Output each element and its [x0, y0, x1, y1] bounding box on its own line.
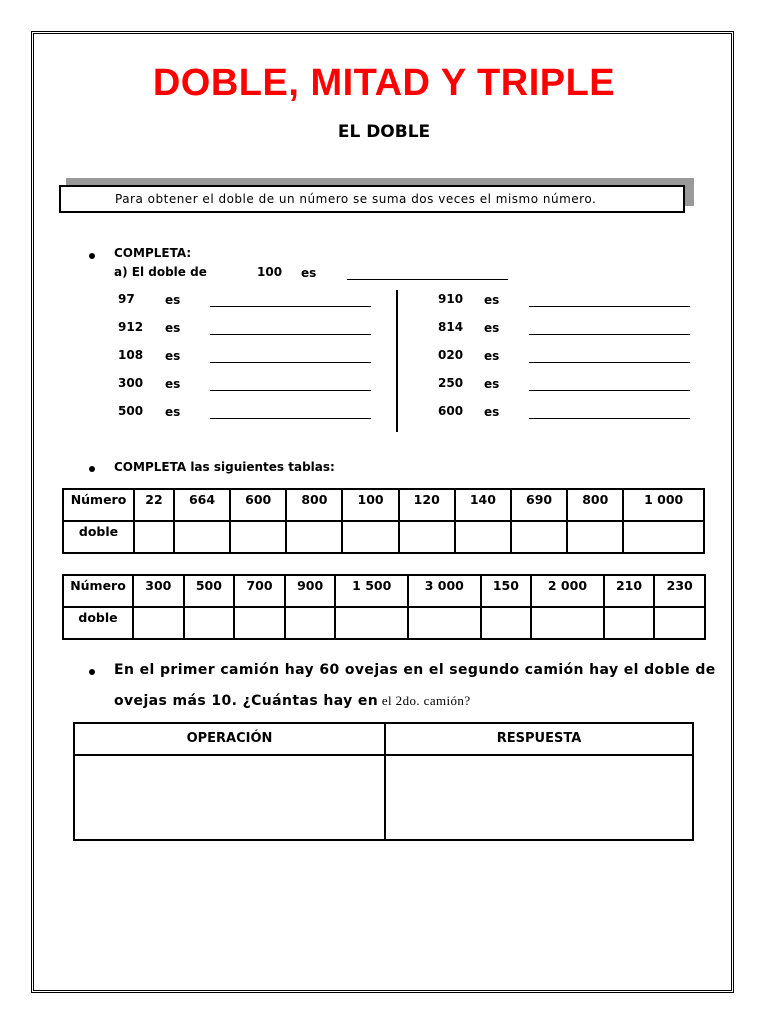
number-cell: 100: [342, 489, 398, 521]
number-cell: 2 000: [531, 575, 604, 607]
answer-cell[interactable]: [604, 607, 655, 639]
number-cell: 900: [285, 575, 336, 607]
exercise-number: 108: [118, 348, 144, 362]
exercise-number: 910: [438, 292, 464, 306]
page-title: DOBLE, MITAD Y TRIPLE: [152, 62, 616, 104]
answer-cell[interactable]: [623, 521, 704, 553]
example-number: 100: [257, 265, 283, 279]
section-subtitle: EL DOBLE: [337, 122, 431, 142]
example-answer-line[interactable]: [347, 279, 508, 280]
exercise-number: 300: [118, 376, 144, 390]
section2-heading: COMPLETA las siguientes tablas:: [114, 460, 335, 474]
exercise-number: 250: [438, 376, 464, 390]
number-cell: 600: [230, 489, 286, 521]
number-cell: 690: [511, 489, 567, 521]
bullet-icon: [89, 466, 95, 472]
bullet-icon: [89, 669, 95, 675]
exercise-es: es: [484, 321, 500, 335]
double-table-2: [62, 574, 706, 640]
operation-area[interactable]: [75, 756, 384, 839]
answer-cell[interactable]: [286, 521, 342, 553]
answer-cell[interactable]: [567, 521, 623, 553]
answer-line[interactable]: [529, 334, 690, 335]
answer-line[interactable]: [210, 390, 371, 391]
number-cell: 1 500: [335, 575, 408, 607]
number-cell: 120: [399, 489, 455, 521]
exercise-es: es: [165, 377, 181, 391]
table-row-label: Número: [63, 575, 133, 607]
answer-cell[interactable]: [408, 607, 481, 639]
exercise-es: es: [165, 321, 181, 335]
operation-header: OPERACIÓN: [186, 731, 273, 746]
number-cell: 300: [133, 575, 184, 607]
number-cell: 3 000: [408, 575, 481, 607]
number-cell: 500: [184, 575, 235, 607]
exercise-number: 500: [118, 404, 144, 418]
table-row-label: doble: [63, 607, 133, 639]
answer-cell[interactable]: [531, 607, 604, 639]
answer-cell[interactable]: [230, 521, 286, 553]
answer-cell[interactable]: [481, 607, 532, 639]
exercise-es: es: [484, 405, 500, 419]
exercise-es: es: [484, 293, 500, 307]
number-cell: 230: [654, 575, 705, 607]
answer-cell[interactable]: [399, 521, 455, 553]
answer-line[interactable]: [210, 362, 371, 363]
section1-heading: COMPLETA:: [114, 246, 192, 260]
answer-cell[interactable]: [455, 521, 511, 553]
column-divider: [396, 290, 398, 432]
answer-line[interactable]: [210, 306, 371, 307]
answer-cell[interactable]: [342, 521, 398, 553]
answer-cell[interactable]: [285, 607, 336, 639]
answer-cell[interactable]: [133, 607, 184, 639]
number-cell: 800: [286, 489, 342, 521]
double-table-1: [62, 488, 705, 554]
answer-cell[interactable]: [654, 607, 705, 639]
number-cell: 22: [134, 489, 174, 521]
exercise-es: es: [484, 349, 500, 363]
exercise-es: es: [165, 293, 181, 307]
example-prefix: a) El doble de: [114, 265, 207, 279]
number-cell: 664: [174, 489, 230, 521]
answer-line[interactable]: [210, 334, 371, 335]
number-cell: 700: [234, 575, 285, 607]
exercise-number: 912: [118, 320, 144, 334]
answer-header: RESPUESTA: [496, 731, 582, 746]
answer-cell[interactable]: [134, 521, 174, 553]
number-cell: 210: [604, 575, 655, 607]
answer-cell[interactable]: [234, 607, 285, 639]
number-cell: 1 000: [623, 489, 704, 521]
number-cell: 140: [455, 489, 511, 521]
answer-cell[interactable]: [511, 521, 567, 553]
problem-line-2: ovejas más 10. ¿Cuántas hay en el 2do. camión?: [114, 693, 471, 709]
exercise-number: 600: [438, 404, 464, 418]
table-row-label: Número: [63, 489, 134, 521]
operation-answer-table: [73, 722, 694, 841]
answer-cell[interactable]: [184, 607, 235, 639]
number-cell: 800: [567, 489, 623, 521]
example-es: es: [301, 266, 317, 280]
answer-line[interactable]: [529, 306, 690, 307]
rule-box: Para obtener el doble de un número se suma dos veces el mismo número.: [59, 185, 685, 213]
problem-line-1: En el primer camión hay 60 ovejas en el segundo camión hay el doble de: [114, 662, 716, 678]
exercise-es: es: [484, 377, 500, 391]
number-cell: 150: [481, 575, 532, 607]
answer-line[interactable]: [529, 418, 690, 419]
exercise-number: 814: [438, 320, 464, 334]
answer-cell[interactable]: [335, 607, 408, 639]
exercise-es: es: [165, 405, 181, 419]
answer-area[interactable]: [386, 756, 692, 839]
table-row-label: doble: [63, 521, 134, 553]
exercise-number: 97: [118, 292, 135, 306]
exercise-number: 020: [438, 348, 464, 362]
answer-line[interactable]: [529, 362, 690, 363]
bullet-icon: [89, 253, 95, 259]
exercise-es: es: [165, 349, 181, 363]
answer-line[interactable]: [210, 418, 371, 419]
answer-line[interactable]: [529, 390, 690, 391]
answer-cell[interactable]: [174, 521, 230, 553]
